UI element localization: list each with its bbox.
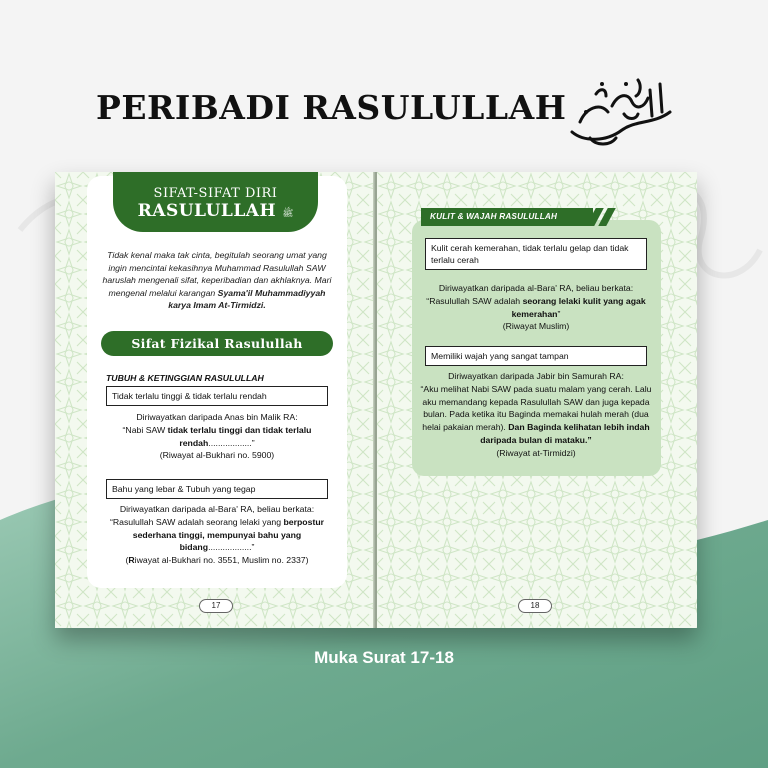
trait-box-skin: Kulit cerah kemerahan, tidak terlalu gelap dan tidak terlalu cerah (425, 238, 647, 270)
page-title: PERIBADI RASULULLAH (96, 88, 567, 127)
chapter-tab-line1: SIFAT-SIFAT DIRI (153, 186, 278, 201)
hadith-reference-2: Diriwayatkan daripada al-Bara' RA, beliau berkata: “Rasulullah SAW adalah seorang lelaki yang berpostur sederhana tinggi, mempunyai bahu yang bidang..................” (Riwayat al-Bukhari no. 3551, Muslim no. 2337) (109, 504, 325, 566)
trait-box-shoulders: Bahu yang lebar & Tubuh yang tegap (106, 479, 328, 499)
section-banner: KULIT & WAJAH RASULULLAH (421, 208, 593, 226)
page-number-17: 17 (199, 599, 233, 613)
hadith-reference-4: Diriwayatkan daripada Jabir bin Samurah RA: “Aku melihat Nabi SAW pada suatu malam yang cerah. Lalu aku memandang kepada Rasulullah SAW dan juga kepada bulan. Pada ketika itu Baginda memakai hulah merah (dua helai pakaian merah). Dan Baginda kelihatan lebih indah daripada bulan di mataku.” (Riwayat at-Tirmidzi) (420, 371, 652, 458)
page-right (377, 172, 697, 628)
hadith-reference-3: Diriwayatkan daripada al-Bara' RA, beliau berkata: “Rasulullah SAW adalah seorang lelaki kulit yang agak kemerahan” (Riwayat Muslim) (426, 283, 646, 332)
page-left (55, 172, 375, 628)
calligraphy-logo (566, 72, 678, 150)
intro-paragraph: Tidak kenal maka tak cinta, begitulah seorang umat yang ingin mencintai kekasihnya Muhammad Rasulullah SAW haruslah mengenali sifat, keperibadian dan akhlaknya. Mari mengenal melalui karangan Syama'il Muhammadiyyah karya Imam At-Tirmidzi. (102, 250, 332, 311)
sub-heading: TUBUH & KETINGGIAN RASULULLAH (106, 373, 264, 383)
trait-box-face: Memiliki wajah yang sangat tampan (425, 346, 647, 366)
page-number-18: 18 (518, 599, 552, 613)
chapter-tab (113, 172, 318, 232)
honorific-glyph: ﷺ (282, 209, 294, 219)
section-title: Sifat Fizikal Rasulullah (101, 331, 333, 356)
trait-box-height: Tidak terlalu tinggi & tidak terlalu rendah (106, 386, 328, 406)
chapter-tab-line2: RASULULLAH ﷺ (137, 201, 294, 221)
open-book (55, 172, 697, 628)
hadith-reference-1: Diriwayatkan daripada Anas bin Malik RA: “Nabi SAW tidak terlalu tinggi dan tidak terlalu rendah..................” (Riwayat al-Bukhari no. 5900) (122, 412, 312, 461)
page-caption: Muka Surat 17-18 (314, 648, 454, 667)
